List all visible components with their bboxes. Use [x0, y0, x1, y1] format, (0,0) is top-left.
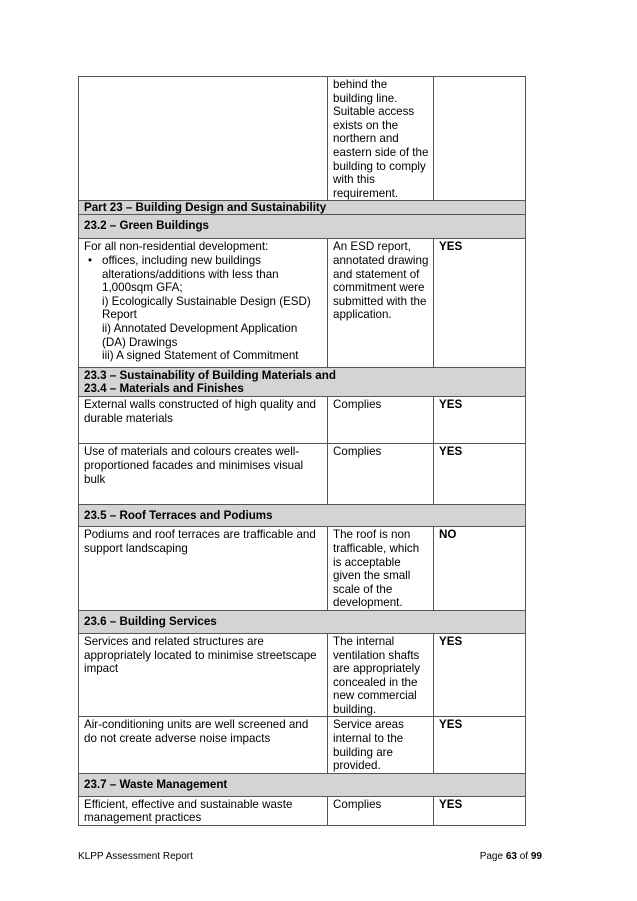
footer-page-number: [480, 851, 542, 863]
assessment-cell: behind the building line. Suitable access exists on the northern and eastern side of the building to comply with this requirement.: [328, 77, 434, 201]
result-cell: NO: [434, 527, 526, 611]
requirement-cell: Use of materials and colours creates well-proportioned facades and minimises visual bulk: [79, 444, 328, 505]
table-row: [79, 444, 526, 505]
requirement-cell: Services and related structures are appropriately located to minimise streetscape impact: [79, 633, 328, 717]
assessment-cell: Complies: [328, 397, 434, 444]
section-heading-green-buildings: 23.2 – Green Buildings: [79, 215, 526, 239]
requirement-list: [84, 254, 323, 295]
assessment-cell: Complies: [328, 796, 434, 825]
section-heading-line: 23.4 – Materials and Finishes: [84, 382, 244, 396]
section-heading-row: [79, 773, 526, 796]
requirement-cell: Air-conditioning units are well screened and do not create adverse noise impacts: [79, 717, 328, 773]
list-item: ii) Annotated Development Application (DA) Drawings: [102, 321, 298, 349]
requirement-intro: For all non-residential development:: [84, 240, 269, 254]
assessment-cell: The internal ventilation shafts are appropriately concealed in the new commercial building.: [328, 633, 434, 717]
section-heading-row: [79, 215, 526, 239]
current-page: 63: [505, 851, 517, 862]
section-heading-materials: [79, 368, 526, 397]
section-heading-row: [79, 505, 526, 527]
result-cell: YES: [434, 239, 526, 368]
result-cell: YES: [434, 717, 526, 773]
section-heading-row: [79, 610, 526, 633]
footer-report-name: KLPP Assessment Report: [78, 851, 193, 862]
assessment-cell: The roof is non trafficable, which is acceptable given the small scale of the development.: [328, 527, 434, 611]
result-cell: [434, 77, 526, 201]
requirement-cell: External walls constructed of high quality and durable materials: [79, 397, 328, 444]
assessment-cell: Complies: [328, 444, 434, 505]
list-item: • offices, including new buildings alterations/additions with less than 1,000sqm GFA;: [102, 254, 323, 295]
section-heading-line: 23.3 – Sustainability of Building Materials and: [84, 369, 336, 383]
list-item: iii) A signed Statement of Commitment: [102, 349, 299, 363]
table-row: [79, 397, 526, 444]
requirement-cell: [79, 239, 328, 368]
requirement-cell: Efficient, effective and sustainable waste management practices: [79, 796, 328, 825]
table-row: [79, 77, 526, 201]
result-cell: YES: [434, 633, 526, 717]
table-row: [79, 527, 526, 611]
result-cell: YES: [434, 444, 526, 505]
section-heading-row: [79, 368, 526, 397]
compliance-table: [78, 76, 526, 826]
section-heading-services: 23.6 – Building Services: [79, 610, 526, 633]
requirement-cell: Podiums and roof terraces are trafficable and support landscaping: [79, 527, 328, 611]
result-cell: YES: [434, 397, 526, 444]
total-pages: 99: [530, 851, 542, 862]
list-item: i) Ecologically Sustainable Design (ESD) Report: [102, 294, 311, 322]
page-of: of: [516, 851, 531, 862]
table-row: [79, 633, 526, 717]
table-row: [79, 239, 526, 368]
table-row: [79, 717, 526, 773]
assessment-cell: An ESD report, annotated drawing and statement of commitment were submitted with the application.: [328, 239, 434, 368]
section-heading-waste: 23.7 – Waste Management: [79, 773, 526, 796]
assessment-cell: Service areas internal to the building are provided.: [328, 717, 434, 773]
table-row: [79, 796, 526, 825]
section-heading-roof: 23.5 – Roof Terraces and Podiums: [79, 505, 526, 527]
result-cell: YES: [434, 796, 526, 825]
part-heading-row: [79, 201, 526, 215]
part-heading: Part 23 – Building Design and Sustainability: [79, 201, 526, 215]
page-prefix: Page: [479, 851, 506, 862]
requirement-cell: [79, 77, 328, 201]
